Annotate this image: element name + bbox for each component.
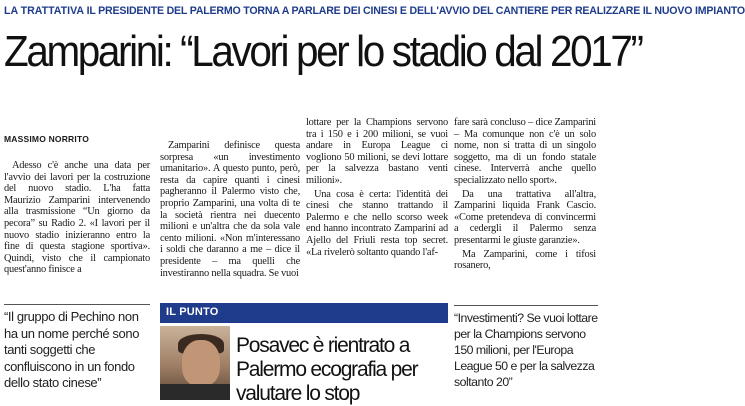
byline: MASSIMO NORRITO	[4, 134, 90, 144]
column-2-paragraph: Zamparini definisce questa sorpresa «un investimento umanitario». A questo punto, però, resta da capire quanti i cinesi pagheranno il Palermo visto che, proprio Zamparini, una volta di te la società rientra nei duecento milioni e un'altra che da sola vale cento milioni. «Non m'interessano i soldi che daranno a me – dice il presidente – ma quelli che investiranno nella squadra. Se vuoi	[160, 140, 300, 279]
column-4-paragraph-1: fare sarà concluso – dice Zamparini – Ma comunque non c'è un solo nome, non si tratta di un singolo soggetto, ma di un fondo statale cinese. Interverrà anche quello specializzato nello sport».	[454, 117, 596, 186]
kicker-label: LA TRATTATIVA	[4, 5, 84, 17]
article-column-2	[160, 140, 300, 281]
column-3-paragraph-1: lottare per la Champions servono tra i 150 e i 200 milioni, se vuoi andare in Europa League ci vogliono 50 milioni, se devi lottare per la salvezza bastano venti milioni».	[306, 117, 448, 186]
article-column-3	[306, 117, 448, 260]
article-headline: Zamparini: “Lavori per lo stadio dal 2017”	[4, 27, 642, 76]
column-4-paragraph-2: Da una trattativa all'altra, Zamparini liquida Frank Cascio. «Come pretendeva di convincermi a cedergli il Palermo senza presentarmi le giuste garanzie».	[454, 188, 596, 246]
il-punto-label: IL PUNTO	[166, 306, 219, 318]
pull-quote-left: “Il gruppo di Pechino non ha un nome perché sono tanti soggetti che confluiscono in un fondo dello stato cinese”	[4, 304, 150, 392]
photo-face	[182, 340, 220, 386]
column-3-paragraph-2: Una cosa è certa: l'identità dei cinesi che stanno trattando il Palermo e che nello scorso week end hanno incontrato Zamparini ad Ajello del Friuli resta top secret. «La rivelerò soltanto quando l'af-	[306, 188, 448, 258]
article-column-4	[454, 117, 596, 274]
column-1-paragraph: Adesso c'è anche una data per l'avvio dei lavori per la costruzione del nuovo stadio. L'ha fatta Maurizio Zamparini intervenendo alla trasmissione “Un giorno da pecora” su Radio 2. «I lavori per il nuovo stadio inizieranno entro la fine di questa stagione sportiva». Quindi, visto che il campionato quest'anno finisce a	[4, 160, 150, 276]
article-kicker	[4, 2, 745, 20]
article-column-1	[4, 160, 150, 278]
kicker-text: IL PRESIDENTE DEL PALERMO TORNA A PARLARE DEI CINESI E DELL'AVVIO DEL CANTIERE PER REALIZZARE IL NUOVO IMPIANTO	[86, 5, 745, 17]
photo-shirt	[160, 384, 230, 400]
player-photo	[160, 326, 230, 400]
il-punto-bar	[160, 303, 448, 323]
pull-quote-right: “Investimenti? Se vuoi lottare per la Champions servono 150 milioni, per l'Europa League 50 e per la salvezza soltanto 20”	[454, 305, 598, 390]
column-4-paragraph-3: Ma Zamparini, come i tifosi rosanero,	[454, 248, 596, 272]
il-punto-headline: Posavec è rientrato a Palermo ecografia per valutare lo stop	[236, 334, 418, 405]
